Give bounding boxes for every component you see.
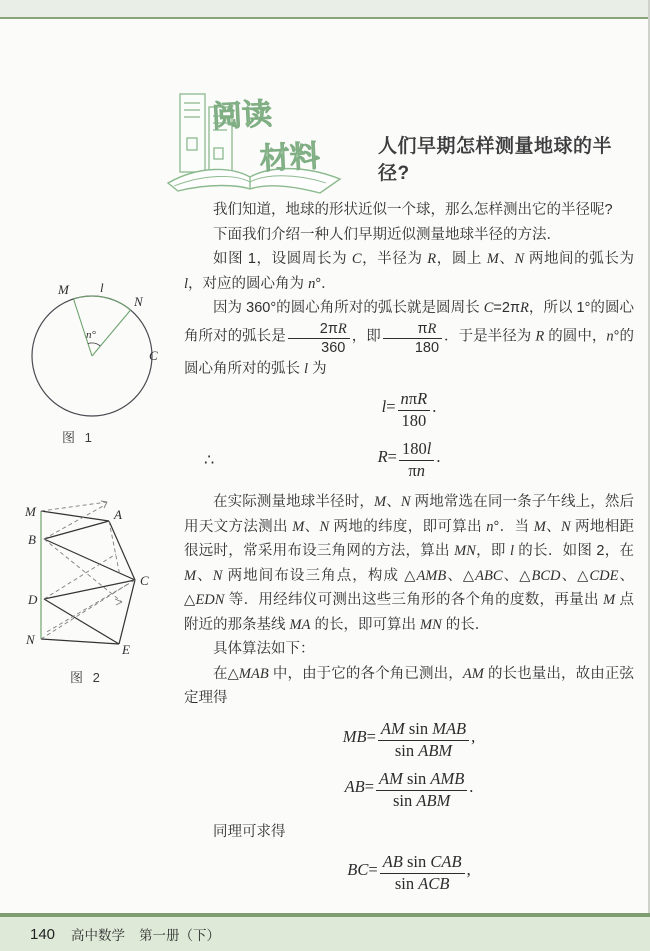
logo-text-line1: 阅读 — [211, 96, 273, 135]
figure-1 — [12, 270, 180, 448]
formula-AB: AB= $\frac{\text{AM sin AMB}}{\text{sin ABM}}$ . — [344, 768, 474, 810]
paragraph-sine-rule: 在△MAB 中，由于它的各个角已测出，AM 的长也量出，故由正弦定理得 — [184, 665, 634, 707]
fig1-label-C: C — [149, 348, 158, 363]
formula-radius: R= $\frac{180l}{\pi n}$ . — [377, 439, 441, 481]
radii-and-arc — [74, 296, 131, 356]
page-footer — [0, 913, 650, 951]
fig2-label-M: M — [25, 504, 36, 519]
paragraph-arc-derivation: 因为 360°的圆心角所对的弧长就是圆周长 C=2πR，所以 1°的圆心角所对的弧长是 $\frac{2\pi R}{360}$ ，即 $\frac{\pi R}{180}$ ．于是半径为 R 的圆中，n°的圆心角所对的弧长 l 为 — [184, 300, 635, 377]
page-number: 140 — [30, 925, 56, 943]
formula-BC: BC= $\frac{\text{AB sin CAB}}{\text{sin ACB}}$ , — [347, 852, 471, 894]
fig2-label-D: D — [28, 592, 38, 607]
article-body — [184, 198, 634, 903]
reading-material-logo — [160, 86, 350, 200]
paragraph-similarly: 同理可求得 — [213, 823, 286, 840]
fig2-label-B: B — [28, 532, 36, 547]
fig2-caption: 图 2 — [70, 670, 103, 685]
fig2-label-C: C — [140, 573, 149, 588]
triangulation-lines — [41, 511, 135, 644]
page-top-band — [0, 0, 650, 19]
book-title: 高中数学 — [71, 928, 126, 943]
logo-graphic — [160, 86, 350, 200]
logo-text-line2: 材料 — [258, 138, 321, 178]
figure-2-drawing — [14, 492, 174, 692]
formula-arc-length: l= $\frac{\text{nπR}}{180}$ . — [381, 389, 437, 431]
paragraph-figure1-setup: 如图 1，设圆周长为 C，半径为 R，圆上 M、N 两地间的弧长为 l，对应的圆心角为 n°． — [184, 251, 635, 292]
paragraph-method-intro: 下面我们介绍一种人们早期近似测量地球半径的方法． — [213, 226, 561, 243]
formula-MB: MB= $\frac{\text{AM sin MAB}}{\text{sin ABM}}$ , — [342, 718, 476, 760]
fig1-caption: 图 1 — [62, 430, 95, 445]
fig1-label-M: M — [58, 282, 69, 297]
figure-2 — [14, 492, 174, 692]
fig1-label-l: l — [100, 280, 104, 295]
sight-lines-dashed — [41, 502, 135, 639]
figure-1-drawing — [12, 270, 180, 448]
fig2-label-A: A — [114, 507, 122, 522]
fig2-label-E: E — [122, 642, 130, 657]
article-title: 人们早期怎样测量地球的半径? — [378, 136, 613, 184]
paragraph-algorithm-heading: 具体算法如下： — [213, 641, 315, 658]
paragraph-practical-measurement: 在实际测量地球半径时，M、N 两地常选在同一条子午线上，然后用天文方法测出 M、N 两地的纬度，即可算出 n°．当 M、N 两地相距很远时，常采用布设三角网的方法，算出 MN，即 l 的长．如图 2，在 M、N 两地间布设三角点，构成 △AMB、△ABC、△BCD、△CDE、△EDN 等．用经纬仪可测出这些三角形的各个角的度数，再量出 M 点附近的那条基线 MA 的长，即可算出 MN 的长． — [184, 494, 635, 633]
paragraph-intro: 我们知道，地球的形状近似一个球，那么怎样测出它的半径呢? — [213, 202, 613, 218]
fig1-label-angle: n° — [86, 329, 96, 341]
book-volume: 第一册（下） — [139, 928, 221, 943]
fig2-label-N: N — [26, 632, 35, 647]
angle-arc — [88, 343, 100, 346]
fig1-label-N: N — [134, 294, 143, 309]
formula-radius-row — [184, 440, 634, 481]
therefore-symbol: ∴ — [204, 451, 215, 469]
